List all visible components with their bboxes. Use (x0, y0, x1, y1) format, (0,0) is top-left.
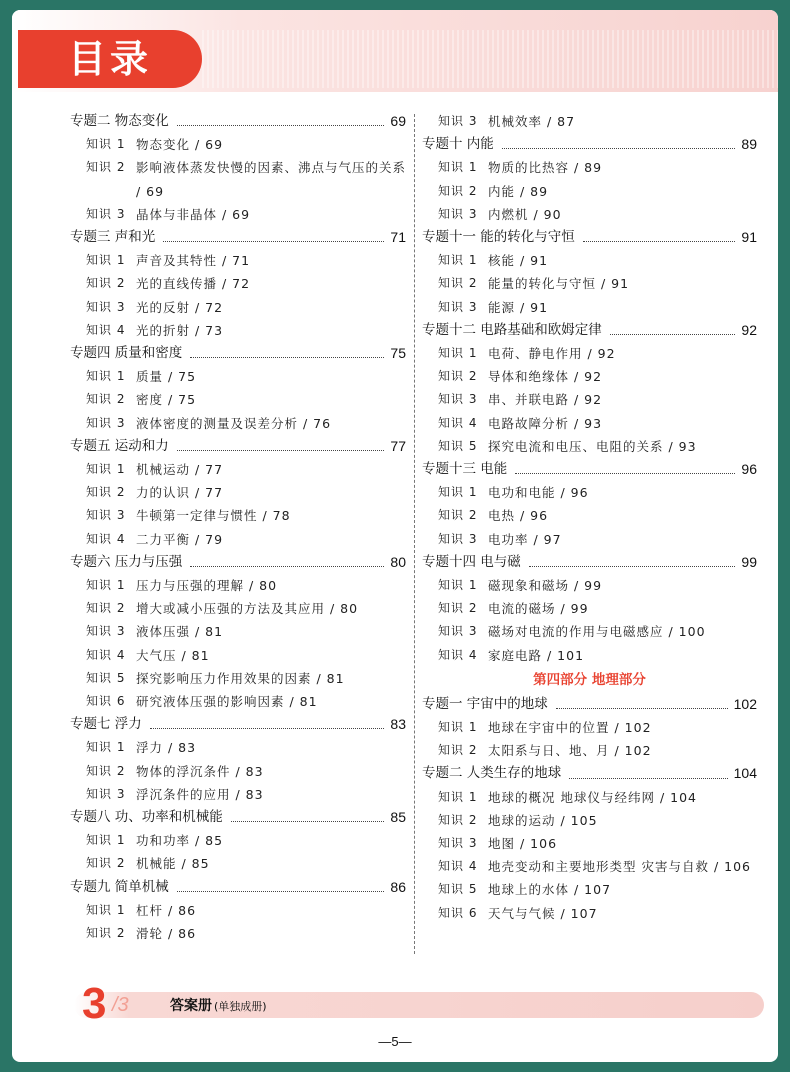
item-label: 知识 1 (86, 577, 126, 592)
toc-item (70, 156, 406, 202)
part-heading: 第四部分 地理部分 (533, 671, 646, 688)
item-label: 知识 2 (438, 369, 478, 384)
item-label: 知识 1 (438, 577, 478, 592)
item-text: 地图 / 106 (488, 835, 558, 851)
item-label: 知识 3 (438, 299, 478, 314)
topic-title: 专题七 浮力 (70, 716, 142, 733)
item-text: 物质的比热容 / 89 (488, 160, 603, 176)
toc-item (422, 249, 757, 272)
item-label: 知识 5 (438, 438, 478, 453)
toc-topic (70, 876, 406, 899)
topic-page: 83 (390, 716, 406, 733)
toc-item (422, 574, 757, 597)
toc-item (422, 855, 757, 878)
topic-title: 专题十三 电能 (422, 460, 508, 477)
item-label: 知识 2 (438, 743, 478, 758)
item-text: 磁现象和磁场 / 99 (488, 577, 603, 593)
dot-leader (515, 473, 735, 474)
item-label: 知识 3 (438, 624, 478, 639)
item-text: 机械能 / 85 (136, 856, 210, 872)
item-label: 知识 1 (438, 789, 478, 804)
toc-item (422, 481, 757, 504)
item-text: 机械效率 / 87 (488, 114, 576, 129)
toc-item (70, 620, 406, 643)
dot-leader (177, 125, 385, 126)
item-text: 地球的运动 / 105 (488, 812, 598, 828)
dot-leader (556, 708, 728, 709)
topic-title: 专题十 内能 (422, 136, 494, 153)
item-text: 物体的浮沉条件 / 83 (136, 763, 264, 779)
toc-item (70, 667, 406, 690)
item-label: 知识 1 (86, 902, 126, 917)
item-text: 二力平衡 / 79 (136, 531, 224, 547)
item-text: 影响液体蒸发快慢的因素、沸点与气压的关系 / 69 (136, 160, 407, 199)
item-label: 知识 1 (86, 461, 126, 476)
item-text: 电功率 / 97 (488, 531, 562, 547)
item-label: 知识 6 (438, 905, 478, 920)
toc-item (422, 342, 757, 365)
topic-title: 专题五 运动和力 (70, 437, 169, 454)
page-title: 目录 (18, 30, 202, 88)
dot-leader (610, 334, 736, 335)
toc-right-column (422, 110, 757, 925)
item-text: 液体压强 / 81 (136, 624, 224, 640)
topic-page: 96 (741, 460, 757, 477)
toc-item (422, 528, 757, 551)
item-label: 知识 1 (438, 253, 478, 268)
item-text: 密度 / 75 (136, 392, 197, 408)
item-label: 知识 1 (86, 369, 126, 384)
item-label: 知识 2 (438, 812, 478, 827)
item-text: 电功和电能 / 96 (488, 485, 589, 501)
toc-topic (70, 806, 406, 829)
dot-leader (583, 241, 736, 242)
toc-item (422, 203, 757, 226)
item-label: 知识 3 (438, 206, 478, 221)
item-label: 知识 4 (86, 322, 126, 337)
dot-leader (529, 566, 736, 567)
item-text: 内能 / 89 (488, 183, 549, 199)
toc-item (422, 412, 757, 435)
item-text: 磁场对电流的作用与电磁感应 / 100 (488, 624, 706, 640)
item-label: 知识 2 (86, 392, 126, 407)
item-label: 知识 3 (438, 114, 478, 128)
toc-item (70, 365, 406, 388)
item-text: 电流的磁场 / 99 (488, 601, 589, 617)
volume-number: 3 (82, 979, 107, 1028)
topic-page: 91 (741, 228, 757, 245)
toc-item (70, 852, 406, 875)
item-label: 知识 2 (86, 856, 126, 871)
item-text: 能量的转化与守恒 / 91 (488, 276, 630, 292)
item-label: 知识 4 (438, 415, 478, 430)
toc-page (12, 10, 778, 1062)
toc-item (422, 739, 757, 762)
item-label: 知识 3 (438, 531, 478, 546)
item-text: 核能 / 91 (488, 253, 549, 269)
toc-item (70, 296, 406, 319)
item-text: 浮沉条件的应用 / 83 (136, 786, 264, 802)
item-label: 知识 2 (86, 925, 126, 940)
item-text: 质量 / 75 (136, 369, 197, 385)
page-number: —5— (378, 1034, 412, 1049)
topic-title: 专题二 人类生存的地球 (422, 765, 562, 782)
item-text: 电热 / 96 (488, 508, 549, 524)
toc-item (70, 249, 406, 272)
toc-topic (70, 713, 406, 736)
item-text: 太阳系与日、地、月 / 102 (488, 743, 652, 759)
answer-title: 答案册 (170, 998, 212, 1014)
item-text: 晶体与非晶体 / 69 (136, 206, 251, 222)
toc-item (422, 644, 757, 667)
topic-page: 77 (390, 437, 406, 454)
item-text: 研究液体压强的影响因素 / 81 (136, 694, 318, 709)
toc-item (70, 899, 406, 922)
toc-topic (422, 458, 757, 481)
item-label: 知识 1 (86, 253, 126, 268)
item-label: 知识 1 (86, 833, 126, 848)
item-text: 液体密度的测量及误差分析 / 76 (136, 415, 332, 431)
toc-topic (70, 110, 406, 133)
dot-leader (502, 148, 736, 149)
toc-topic (422, 693, 757, 716)
toc-item (422, 272, 757, 295)
item-text: 光的直线传播 / 72 (136, 276, 251, 292)
item-label: 知识 1 (86, 137, 126, 152)
item-text: 机械运动 / 77 (136, 461, 224, 477)
toc-item (422, 435, 757, 458)
toc-item (422, 388, 757, 411)
toc-item (70, 272, 406, 295)
toc-item (70, 644, 406, 667)
item-label: 知识 2 (438, 183, 478, 198)
item-text: 电荷、静电作用 / 92 (488, 345, 616, 361)
item-text: 声音及其特性 / 71 (136, 253, 251, 269)
item-label: 知识 2 (86, 601, 126, 616)
toc-item (70, 458, 406, 481)
item-text: 压力与压强的理解 / 80 (136, 577, 278, 593)
item-text: 探究电流和电压、电阻的关系 / 93 (488, 438, 697, 454)
toc-topic (422, 762, 757, 785)
item-label: 知识 4 (86, 531, 126, 546)
item-text: 电路故障分析 / 93 (488, 415, 603, 431)
item-text: 地球上的水体 / 107 (488, 882, 612, 898)
item-label: 知识 3 (438, 392, 478, 407)
toc-item (422, 620, 757, 643)
item-label: 知识 5 (438, 882, 478, 897)
topic-page: 86 (390, 878, 406, 895)
dot-leader (190, 566, 384, 567)
toc-topic (422, 133, 757, 156)
item-text: 牛顿第一定律与惯性 / 78 (136, 508, 291, 524)
toc-item (422, 902, 757, 925)
toc-topic (70, 551, 406, 574)
item-label: 知识 2 (86, 160, 126, 175)
topic-title: 专题一 宇宙中的地球 (422, 695, 548, 712)
item-text: 杠杆 / 86 (136, 902, 197, 918)
topic-title: 专题四 质量和密度 (70, 344, 183, 361)
dot-leader (163, 241, 384, 242)
toc-topic (422, 226, 757, 249)
item-label: 知识 1 (438, 345, 478, 360)
item-label: 知识 3 (86, 508, 126, 523)
dot-leader (190, 357, 384, 358)
topic-title: 专题十一 能的转化与守恒 (422, 228, 575, 245)
item-text: 探究影响压力作用效果的因素 / 81 (136, 670, 345, 686)
topic-page: 75 (390, 344, 406, 361)
toc-item (70, 760, 406, 783)
toc-item (422, 296, 757, 319)
toc-item (422, 110, 757, 133)
item-text: 大气压 / 81 (136, 647, 210, 663)
toc-item (422, 832, 757, 855)
item-text: 物态变化 / 69 (136, 137, 224, 153)
topic-page: 85 (390, 808, 406, 825)
item-text: 滑轮 / 86 (136, 925, 197, 941)
item-label: 知识 2 (86, 763, 126, 778)
dot-leader (177, 450, 385, 451)
answer-note: (单独成册) (214, 1000, 267, 1013)
topic-title: 专题十四 电与磁 (422, 553, 521, 570)
item-label: 知识 2 (438, 601, 478, 616)
toc-item (70, 736, 406, 759)
toc-item (70, 597, 406, 620)
toc-item (70, 504, 406, 527)
toc-topic (70, 342, 406, 365)
item-label: 知识 2 (438, 276, 478, 291)
header-band (12, 10, 778, 92)
item-label: 知识 3 (438, 835, 478, 850)
topic-page: 80 (390, 553, 406, 570)
item-label: 知识 2 (86, 485, 126, 500)
toc-topic (70, 435, 406, 458)
topic-page: 99 (741, 553, 757, 570)
toc-item (422, 180, 757, 203)
toc-item (422, 809, 757, 832)
toc-item (70, 412, 406, 435)
item-label: 知识 4 (438, 859, 478, 874)
topic-title: 专题十二 电路基础和欧姆定律 (422, 321, 602, 338)
toc-item (70, 203, 406, 226)
toc-item (422, 156, 757, 179)
toc-item (70, 690, 406, 713)
topic-title: 专题九 简单机械 (70, 878, 169, 895)
item-label: 知识 6 (86, 694, 126, 708)
dot-leader (150, 728, 385, 729)
item-text: 导体和绝缘体 / 92 (488, 369, 603, 385)
item-label: 知识 3 (86, 786, 126, 801)
item-text: 光的折射 / 73 (136, 322, 224, 338)
item-label: 知识 4 (86, 647, 126, 662)
toc-item (70, 528, 406, 551)
topic-page: 71 (390, 228, 406, 245)
item-label: 知识 1 (438, 485, 478, 500)
item-text: 光的反射 / 72 (136, 299, 224, 315)
toc-item (70, 388, 406, 411)
item-text: 地球在宇宙中的位置 / 102 (488, 719, 652, 735)
toc-item (70, 783, 406, 806)
topic-title: 专题二 物态变化 (70, 112, 169, 129)
topic-page: 104 (733, 765, 757, 782)
toc-item (422, 365, 757, 388)
dot-leader (569, 778, 727, 779)
item-text: 天气与气候 / 107 (488, 905, 598, 921)
item-text: 地球的概况 地球仪与经纬网 / 104 (488, 789, 697, 805)
item-label: 知识 5 (86, 670, 126, 685)
toc-item (70, 574, 406, 597)
item-text: 功和功率 / 85 (136, 833, 224, 849)
toc-item (422, 716, 757, 739)
answer-book-label (170, 996, 267, 1017)
topic-page: 102 (733, 695, 757, 712)
toc-item (70, 319, 406, 342)
toc-item (70, 481, 406, 504)
dot-leader (177, 891, 385, 892)
toc-item (70, 133, 406, 156)
toc-item (422, 597, 757, 620)
item-label: 知识 3 (86, 299, 126, 314)
item-label: 知识 1 (438, 160, 478, 175)
topic-title: 专题三 声和光 (70, 228, 156, 245)
dot-leader (231, 821, 385, 822)
item-text: 串、并联电路 / 92 (488, 392, 603, 408)
topic-page: 89 (741, 136, 757, 153)
item-label: 知识 3 (86, 206, 126, 221)
topic-page: 92 (741, 321, 757, 338)
item-text: 力的认识 / 77 (136, 485, 224, 501)
item-text: 能源 / 91 (488, 299, 549, 315)
item-text: 家庭电路 / 101 (488, 647, 585, 663)
topic-title: 专题六 压力与压强 (70, 553, 183, 570)
item-label: 知识 2 (438, 508, 478, 523)
volume-fraction: /3 (112, 994, 129, 1016)
item-text: 地壳变动和主要地形类型 灾害与自救 / 106 (488, 859, 751, 875)
topic-title: 专题八 功、功率和机械能 (70, 808, 223, 825)
toc-item (422, 878, 757, 901)
item-label: 知识 3 (86, 624, 126, 639)
item-label: 知识 2 (86, 276, 126, 291)
item-text: 增大或减小压强的方法及其应用 / 80 (136, 601, 359, 617)
item-text: 浮力 / 83 (136, 740, 197, 756)
toc-topic (422, 551, 757, 574)
toc-item (422, 786, 757, 809)
toc-topic (422, 319, 757, 342)
item-label: 知识 1 (86, 740, 126, 755)
toc-left-column (70, 110, 406, 945)
toc-item (70, 829, 406, 852)
item-label: 知识 4 (438, 647, 478, 662)
topic-page: 69 (390, 112, 406, 129)
item-text: 内燃机 / 90 (488, 206, 562, 222)
toc-item (70, 922, 406, 945)
toc-item (422, 504, 757, 527)
item-label: 知识 3 (86, 415, 126, 430)
column-divider (414, 114, 415, 954)
item-label: 知识 1 (438, 719, 478, 734)
toc-topic (70, 226, 406, 249)
